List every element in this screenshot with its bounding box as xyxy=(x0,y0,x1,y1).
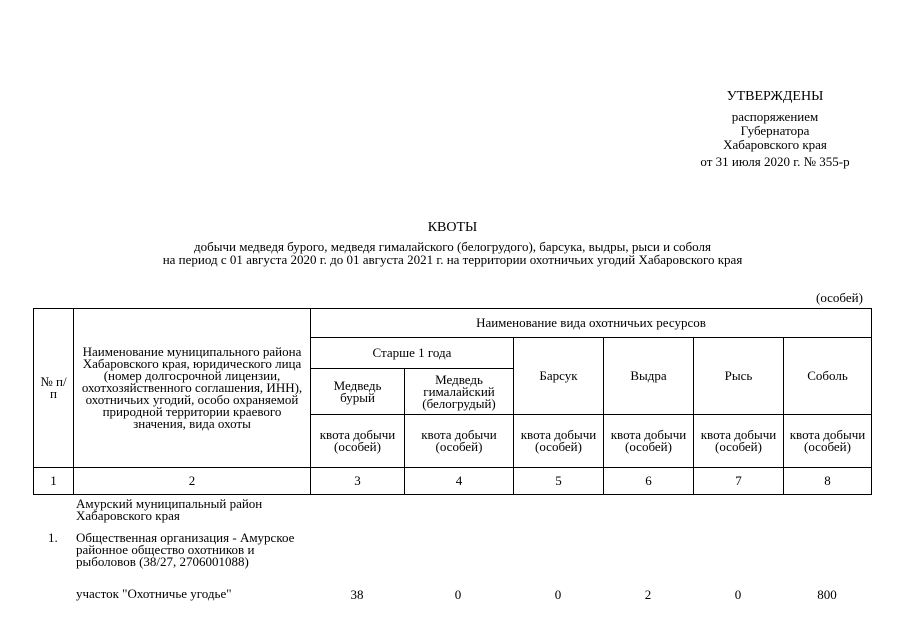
species-header: Медведь гималайский (белогрудый) xyxy=(405,369,514,415)
col-number: 8 xyxy=(784,468,872,495)
species-header: Барсук xyxy=(514,338,604,415)
quota-value: 0 xyxy=(454,587,462,602)
quota-value: 0 xyxy=(554,587,562,602)
quota-table-header xyxy=(33,308,872,495)
quota-label: квота добычи (особей) xyxy=(514,415,604,468)
quota-value: 38 xyxy=(350,587,364,602)
subtitle-line: добычи медведя бурого, медведя гималайского (белогрудого), барсука, выдры, рыси и соболя xyxy=(194,239,711,254)
col-num-header: № п/п xyxy=(34,309,74,468)
approval-heading: УТВЕРЖДЕНЫ xyxy=(726,89,824,104)
quota-label: квота добычи (особей) xyxy=(784,415,872,468)
col-number: 1 xyxy=(34,468,74,495)
organization-name: Общественная организация - Амурское районное общество охотников и рыболовов (38/27, 2706001088) xyxy=(76,530,295,569)
col-number: 2 xyxy=(74,468,311,495)
quota-label: квота добычи (особей) xyxy=(604,415,694,468)
approval-line: Хабаровского края xyxy=(723,137,827,152)
district-name: Амурский муниципальный район Хабаровского края xyxy=(76,496,263,523)
col-number: 5 xyxy=(514,468,604,495)
col-number: 4 xyxy=(405,468,514,495)
entry-number: 1. xyxy=(48,530,58,545)
quota-label: квота добычи (особей) xyxy=(405,415,514,468)
approval-date: от 31 июля 2020 г. № 355-р xyxy=(700,154,850,169)
col-number: 6 xyxy=(604,468,694,495)
quota-label: квота добычи (особей) xyxy=(311,415,405,468)
species-header: Выдра xyxy=(604,338,694,415)
quota-value: 2 xyxy=(644,587,652,602)
col-name-header: Наименование муниципального района Хабаровского края, юридического лица (номер долгосрочной лицензии, охотхозяйственного соглашения, ИНН), охотничьих угодий, особо охраняемой природной территории краевого значения, вида охоты xyxy=(74,309,311,468)
approval-line: Губернатора xyxy=(740,123,810,138)
document-title: КВОТЫ xyxy=(427,220,478,235)
approval-line: распоряжением xyxy=(731,109,819,124)
quota-value: 0 xyxy=(734,587,742,602)
col-number: 3 xyxy=(311,468,405,495)
quota-label: квота добычи (особей) xyxy=(694,415,784,468)
older-header: Старше 1 года xyxy=(311,338,514,369)
species-header: Рысь xyxy=(694,338,784,415)
species-header: Медведь бурый xyxy=(311,369,405,415)
approval-block xyxy=(640,90,905,169)
col-number: 7 xyxy=(694,468,784,495)
plot-name: участок "Охотничье угодье" xyxy=(76,586,232,601)
unit-label: (особей) xyxy=(816,290,863,305)
resources-header: Наименование вида охотничьих ресурсов xyxy=(311,309,872,338)
species-header: Соболь xyxy=(784,338,872,415)
document-subtitle xyxy=(60,240,845,266)
quota-value: 800 xyxy=(817,587,837,602)
subtitle-line: на период с 01 августа 2020 г. до 01 августа 2021 г. на территории охотничьих угодий Хабаровского края xyxy=(162,252,743,267)
